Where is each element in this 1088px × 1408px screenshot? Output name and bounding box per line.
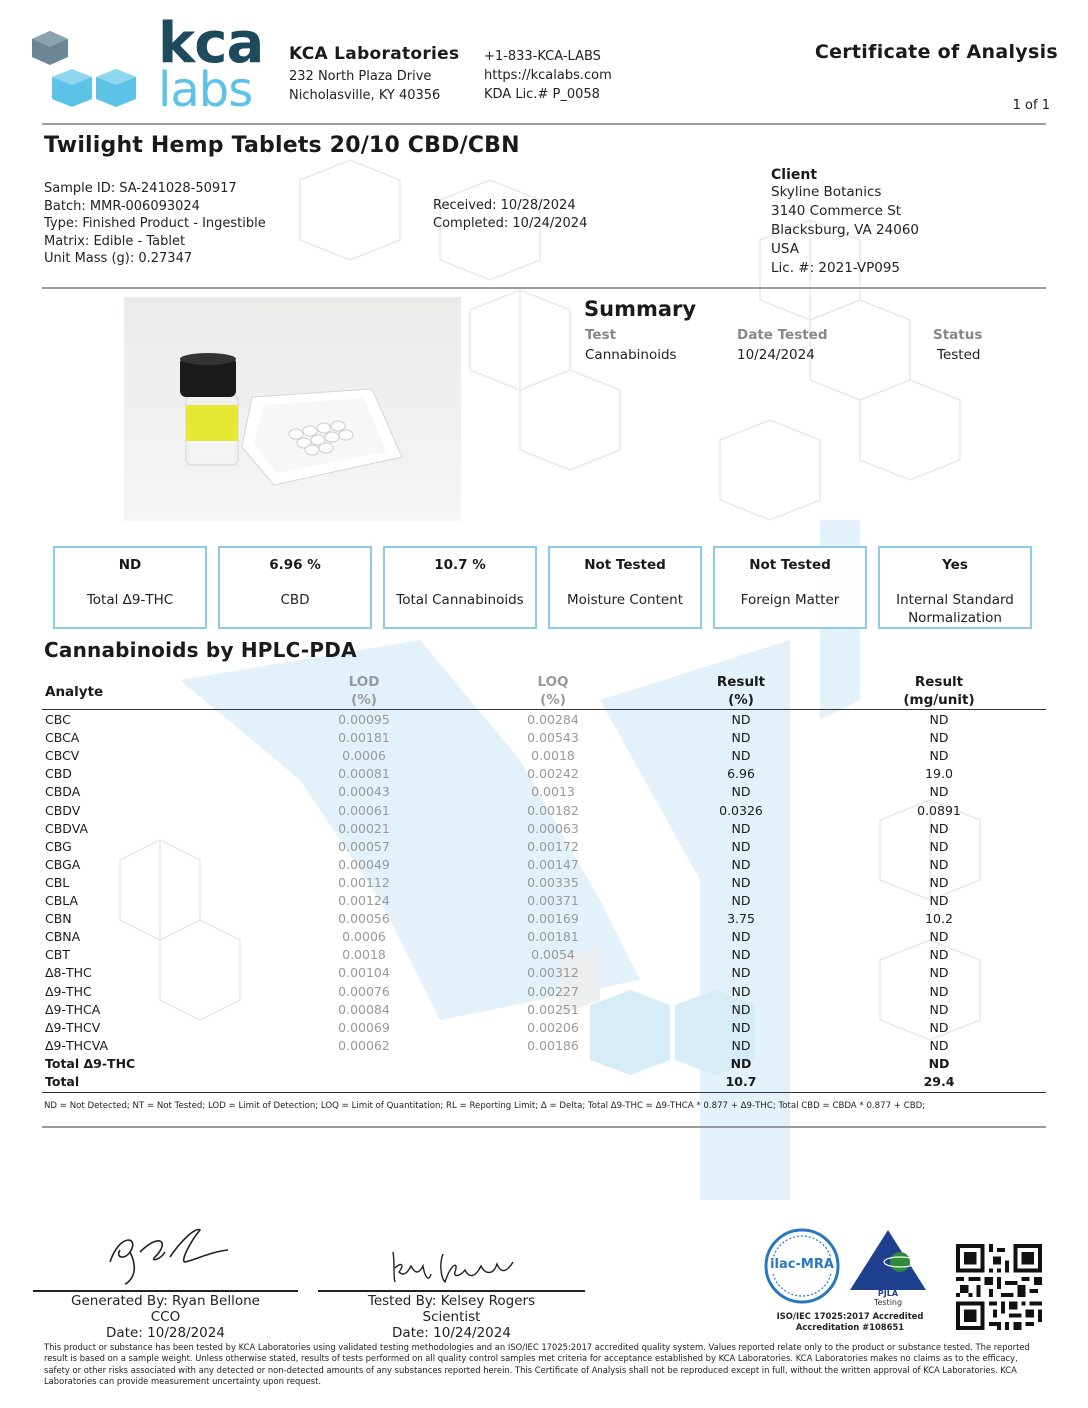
loq-cell: 0.00182	[527, 802, 579, 818]
result-cell: 3.75	[727, 911, 755, 927]
lab-address-line2: Nicholasville, KY 40356	[289, 88, 441, 103]
summary-date: 10/24/2024	[737, 347, 815, 363]
box-label: CBD	[280, 592, 310, 608]
result-mg-cell: ND	[929, 820, 949, 836]
box-value: ND	[118, 557, 142, 573]
lod-cell: 0.00095	[338, 712, 390, 727]
generated-by: Generated By: Ryan Bellone	[71, 1293, 260, 1309]
loq-cell: 0.00206	[527, 1019, 579, 1035]
logo-text-kca: kca	[158, 11, 264, 76]
page-number: 1 of 1	[1012, 98, 1050, 113]
summary-col-test: Test	[585, 327, 617, 343]
box-label: Moisture Content	[566, 592, 684, 608]
pjla-text: PJLA	[877, 1289, 899, 1298]
box-label: Total Cannabinoids	[396, 592, 524, 608]
sample-info	[44, 180, 266, 268]
result-mg-cell: ND	[929, 983, 949, 999]
logo-text-labs: labs	[158, 62, 253, 118]
result-mg-cell: ND	[929, 748, 949, 764]
client-street: 3140 Commerce St	[771, 203, 902, 219]
batch: Batch: MMR-006093024	[44, 198, 200, 214]
col-result-mg-unit: (mg/unit)	[903, 692, 975, 708]
result-cell: ND	[731, 838, 751, 854]
result-mg-cell: ND	[929, 874, 949, 890]
lod-cell: 0.00043	[338, 784, 390, 800]
analyte-cell: CBLA	[45, 893, 79, 908]
analyte-cell: CBDVA	[45, 820, 89, 836]
analyte-cell: CBNA	[45, 929, 81, 945]
signature-kelsey-rogers	[385, 1244, 517, 1290]
loq-cell: 0.00172	[527, 838, 579, 854]
lod-cell: 0.00081	[338, 766, 390, 782]
sample-type: Type: Finished Product - Ingestible	[44, 216, 266, 231]
iso-line1: ISO/IEC 17025:2017 Accredited	[776, 1311, 924, 1321]
lod-cell: 0.00021	[338, 820, 390, 836]
result-box-normalization	[878, 546, 1032, 629]
logo-cubes-icon	[32, 31, 136, 107]
box-label: Internal Standard Normalization	[896, 592, 1014, 626]
client-heading: Client	[771, 167, 818, 183]
matrix: Matrix: Edible - Tablet	[44, 233, 186, 249]
box-label: Foreign Matter	[740, 592, 840, 608]
date-info	[433, 197, 587, 232]
unit-mass: Unit Mass (g): 0.27347	[44, 251, 193, 266]
signature-line-tested	[318, 1290, 585, 1292]
col-lod	[304, 673, 424, 709]
loq-cell: 0.00371	[527, 893, 579, 908]
result-cell: ND	[731, 1037, 751, 1053]
col-lod-unit: (%)	[351, 692, 377, 708]
analyte-cell: Δ8-THC	[45, 965, 92, 981]
analyte-cell: CBDV	[45, 802, 81, 818]
result-box-foreign-matter	[713, 546, 867, 629]
result-mg-cell: 19.0	[925, 766, 953, 782]
generated-by-block	[33, 1293, 298, 1341]
loq-cell: 0.00169	[527, 911, 579, 927]
loq-cell: 0.00227	[527, 983, 579, 999]
analyte-cell: CBN	[45, 911, 72, 927]
analyte-cell: Δ9-THCA	[45, 1001, 101, 1017]
signature-ryan-bellone	[100, 1222, 230, 1288]
loq-cell: 0.00063	[527, 820, 579, 836]
table-header-rule	[42, 709, 1046, 710]
result-mg-cell: ND	[929, 929, 949, 945]
loq-cell: 0.00181	[527, 929, 579, 945]
client-country: USA	[771, 241, 799, 257]
lod-cell: 0.00062	[338, 1037, 390, 1053]
result-mg-cell: 0.0891	[917, 802, 961, 818]
client-city: Blacksburg, VA 24060	[771, 222, 919, 238]
col-result-mg	[878, 673, 1000, 709]
analyte-cell: Total Δ9-THC	[45, 1055, 136, 1071]
pjla-label	[848, 1289, 928, 1307]
analyte-cell: CBDA	[45, 784, 81, 800]
lab-website[interactable]: https://kcalabs.com	[484, 68, 612, 83]
box-value: 10.7 %	[434, 557, 486, 573]
result-cell: ND	[731, 784, 751, 800]
result-cell: ND	[731, 929, 751, 945]
lod-cell: 0.00181	[338, 730, 390, 746]
loq-cell: 0.00147	[527, 856, 579, 872]
result-cell: ND	[731, 856, 751, 872]
completed-date: Completed: 10/24/2024	[433, 215, 588, 231]
lod-cell: 0.00057	[338, 838, 390, 854]
col-result-pct	[680, 673, 802, 709]
lab-address-line1: 232 North Plaza Drive	[289, 69, 432, 84]
result-cell: 10.7	[725, 1074, 757, 1089]
loq-cell: 0.00242	[527, 766, 579, 782]
result-cell: ND	[731, 1019, 751, 1035]
lod-cell: 0.0018	[342, 947, 386, 963]
result-mg-cell: ND	[929, 1037, 949, 1053]
lab-name: KCA Laboratories	[289, 44, 460, 64]
client-license: Lic. #: 2021-VP095	[771, 260, 901, 276]
box-value: 6.96 %	[269, 557, 321, 573]
lod-cell: 0.0006	[342, 748, 386, 764]
lod-cell: 0.00056	[338, 911, 390, 927]
result-mg-cell: ND	[928, 1055, 950, 1071]
col-result-unit: (%)	[728, 692, 754, 708]
col-loq-label: LOQ	[537, 674, 569, 690]
summary-test: Cannabinoids	[585, 347, 677, 363]
result-mg-cell: ND	[929, 730, 949, 746]
col-result-mg-label: Result	[914, 674, 964, 690]
summary-col-date: Date Tested	[737, 327, 828, 343]
result-cell: ND	[731, 820, 751, 836]
table-bottom-rule	[42, 1092, 1046, 1093]
lod-cell: 0.00124	[338, 893, 390, 908]
box-value: Yes	[942, 557, 968, 573]
header-divider	[42, 123, 1046, 125]
tested-by: Tested By: Kelsey Rogers	[367, 1293, 536, 1309]
lod-cell: 0.00049	[338, 856, 390, 872]
lod-cell: 0.00112	[338, 874, 390, 890]
analyte-cell: CBG	[45, 838, 72, 854]
result-cell: ND	[731, 893, 751, 908]
loq-cell: 0.00335	[527, 874, 579, 890]
result-cell: 0.0326	[719, 802, 763, 818]
result-box-total-thc	[53, 546, 207, 629]
result-cell: ND	[731, 730, 751, 746]
lod-cell: 0.00076	[338, 983, 390, 999]
result-mg-cell: 10.2	[925, 911, 953, 927]
generated-date: Date: 10/28/2024	[106, 1325, 225, 1341]
loq-cell: 0.0054	[531, 947, 575, 963]
product-photo	[124, 297, 461, 521]
tested-title: Scientist	[422, 1309, 481, 1325]
section-title: Cannabinoids by HPLC-PDA	[44, 638, 357, 662]
box-value: Not Tested	[749, 557, 831, 573]
sample-id: Sample ID: SA-241028-50917	[44, 181, 237, 196]
result-cell: ND	[731, 965, 751, 981]
client-name: Skyline Botanics	[771, 184, 882, 200]
result-mg-cell: ND	[929, 856, 949, 872]
loq-cell: 0.00284	[527, 712, 579, 727]
loq-cell: 0.00251	[527, 1001, 579, 1017]
lab-license: KDA Lic.# P_0058	[484, 87, 600, 102]
lod-cell: 0.0006	[342, 929, 386, 945]
table-footnote: ND = Not Detected; NT = Not Tested; LOD = Limit of Detection; LOQ = Limit of Quantitation; RL = Reporting Limit; Δ = Delta; Total Δ9-THC = Δ9-THCA * 0.877 + Δ9-THC; Total CBD = CBDA * 0.877 + CBD;	[44, 1101, 926, 1111]
result-mg-cell: 29.4	[923, 1074, 955, 1089]
result-mg-cell: ND	[929, 1019, 949, 1035]
result-cell: ND	[731, 1001, 751, 1017]
tested-by-block	[318, 1293, 585, 1341]
pjla-logo	[848, 1228, 928, 1292]
received-date: Received: 10/28/2024	[433, 198, 576, 213]
generated-title: CCO	[150, 1309, 181, 1325]
analyte-cell: CBT	[45, 947, 70, 963]
analyte-cell: CBL	[45, 874, 70, 890]
analyte-cell: Δ9-THCV	[45, 1019, 101, 1035]
result-cell: ND	[730, 1055, 752, 1071]
lod-cell: 0.00104	[338, 965, 390, 981]
summary-status: Tested	[937, 347, 981, 363]
lod-cell: 0.00084	[338, 1001, 390, 1017]
box-label: Total Δ9-THC	[86, 592, 174, 608]
analyte-cell: CBCA	[45, 730, 80, 746]
col-lod-label: LOD	[348, 674, 380, 690]
analyte-cell: CBCV	[45, 748, 80, 764]
footnote-divider	[42, 1126, 1046, 1128]
analyte-cell: Δ9-THCVA	[45, 1037, 109, 1053]
result-mg-cell: ND	[929, 893, 949, 908]
product-title: Twilight Hemp Tablets 20/10 CBD/CBN	[44, 133, 520, 158]
lab-phone: +1-833-KCA-LABS	[484, 49, 601, 64]
loq-cell: 0.00186	[527, 1037, 579, 1053]
result-cell: ND	[731, 947, 751, 963]
summary-title: Summary	[584, 297, 697, 321]
ilac-text: ilac-MRA	[770, 1257, 834, 1272]
result-cell: ND	[731, 874, 751, 890]
result-box-total-cannabinoids	[383, 546, 537, 629]
document-title: Certificate of Analysis	[814, 41, 1058, 63]
loq-cell: 0.00543	[527, 730, 579, 746]
analyte-cell: CBC	[45, 712, 71, 727]
disclaimer: This product or substance has been tested by KCA Laboratories using validated testing methodologies and an ISO/IEC 17025:2017 accredited quality system. Values reported relate only to the product or substance tested. The reported result is based on a sample weight. Unless otherwise stated, results of tests performed on all quality control samples met criteria for acceptance established by KCA Laboratories. KCA Laboratories makes no claims as to the efficacy, safety or other risks associated with any detected or non-detected amounts of any substances reported herein. This Certificate of Analysis shall not be reproduced except in full, without the written approval of KCA Laboratories. KCA Laboratories can provide measurement uncertainty upon request.	[44, 1342, 1030, 1387]
result-cell: ND	[731, 748, 751, 764]
loq-cell: 0.00312	[527, 965, 579, 981]
loq-cell: 0.0013	[531, 784, 575, 800]
col-loq-unit: (%)	[540, 692, 566, 708]
col-loq	[493, 673, 613, 709]
qr-code[interactable]	[956, 1244, 1042, 1330]
pjla-sub: Testing	[873, 1298, 903, 1307]
analyte-cell: CBD	[45, 766, 72, 782]
tested-date: Date: 10/24/2024	[392, 1325, 511, 1341]
result-mg-cell: ND	[929, 784, 949, 800]
result-mg-cell: ND	[929, 838, 949, 854]
client-info	[771, 167, 919, 278]
result-box-cbd	[218, 546, 372, 629]
result-mg-cell: ND	[929, 1001, 949, 1017]
loq-cell: 0.0018	[531, 748, 575, 764]
result-cell: ND	[731, 983, 751, 999]
analyte-cell: Total	[45, 1074, 80, 1089]
col-analyte: Analyte	[45, 684, 104, 700]
summary-col-status: Status	[933, 327, 983, 343]
lod-cell: 0.00061	[338, 802, 390, 818]
analyte-cell: CBGA	[45, 856, 81, 872]
result-cell: 6.96	[727, 766, 755, 782]
iso-accreditation-text	[764, 1311, 936, 1332]
result-mg-cell: ND	[929, 712, 949, 727]
result-box-moisture	[548, 546, 702, 629]
analyte-cell: Δ9-THC	[45, 983, 92, 999]
result-cell: ND	[731, 712, 751, 727]
col-result-label: Result	[716, 674, 766, 690]
result-mg-cell: ND	[929, 965, 949, 981]
lod-cell: 0.00069	[338, 1019, 390, 1035]
iso-line2: Accreditation #108651	[795, 1321, 905, 1332]
info-divider	[42, 287, 1046, 289]
signature-line-generated	[33, 1290, 298, 1292]
box-value: Not Tested	[584, 557, 666, 573]
result-mg-cell: ND	[929, 947, 949, 963]
